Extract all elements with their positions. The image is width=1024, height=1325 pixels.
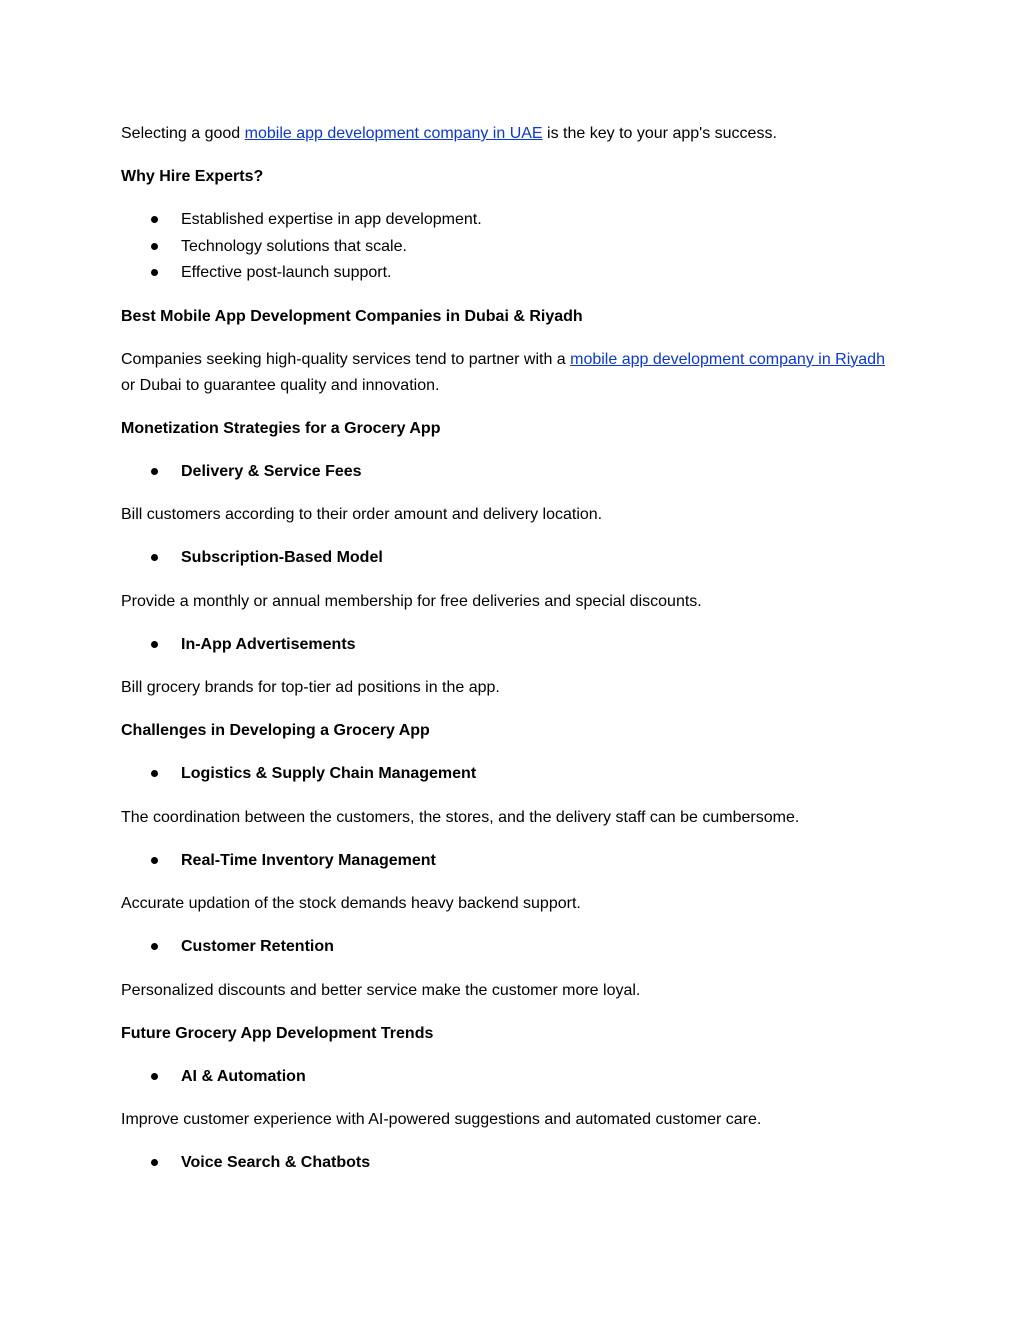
list-item — [121, 545, 901, 572]
bullet-icon — [151, 216, 158, 223]
list-item-title: Delivery & Service Fees — [181, 462, 362, 480]
monetization-item-2-text: Provide a monthly or annual membership for free deliveries and special discounts. — [121, 592, 702, 610]
bullet-icon — [151, 554, 158, 561]
bullet-icon — [151, 1073, 158, 1080]
trends-item-1 — [121, 1064, 901, 1091]
why-hire-list — [121, 207, 901, 287]
bullet-icon — [151, 943, 158, 950]
list-item — [121, 459, 901, 486]
monetization-item-1 — [121, 459, 901, 486]
list-item-title: Subscription-Based Model — [181, 549, 383, 566]
intro-text-after: is the key to your app's success. — [542, 125, 777, 142]
bullet-icon — [151, 243, 158, 250]
challenges-item-1-text: The coordination between the customers, the stores, and the delivery staff can be cumbersome. — [121, 808, 800, 826]
monetization-item-2 — [121, 545, 901, 572]
riyadh-company-link[interactable]: mobile app development company in Riyadh — [570, 350, 885, 368]
challenges-item-1 — [121, 761, 901, 788]
list-item-title: In-App Advertisements — [181, 635, 356, 653]
intro-paragraph — [121, 121, 901, 147]
bullet-icon — [151, 857, 158, 864]
monetization-item-3 — [121, 632, 901, 659]
monetization-item-3-text: Bill grocery brands for top-tier ad positions in the app. — [121, 679, 500, 696]
list-item-text: Technology solutions that scale. — [181, 237, 407, 255]
list-item-title: Real-Time Inventory Management — [181, 851, 436, 869]
list-item — [121, 1064, 901, 1091]
challenges-item-3-text: Personalized discounts and better service make the customer more loyal. — [121, 981, 641, 999]
list-item — [121, 234, 901, 261]
list-item-text: Effective post-launch support. — [181, 264, 392, 281]
bullet-icon — [151, 468, 158, 475]
challenges-item-3 — [121, 934, 901, 961]
bullet-icon — [151, 269, 158, 276]
list-item — [121, 260, 901, 287]
uae-company-link[interactable]: mobile app development company in UAE — [244, 125, 543, 142]
best-companies-heading: Best Mobile App Development Companies in Dubai & Riyadh — [121, 307, 583, 325]
bullet-icon — [151, 770, 158, 777]
trends-item-1-text: Improve customer experience with AI-powered suggestions and automated customer care. — [121, 1111, 762, 1128]
list-item — [121, 632, 901, 659]
best-companies-text-before: Companies seeking high-quality services tend to partner with a — [121, 350, 571, 368]
list-item — [121, 761, 901, 788]
challenges-item-2 — [121, 848, 901, 875]
best-companies-paragraph — [121, 347, 901, 399]
list-item — [121, 934, 901, 961]
bullet-icon — [151, 1159, 158, 1166]
list-item-title: AI & Automation — [181, 1067, 306, 1085]
document-page — [121, 121, 901, 1194]
monetization-item-1-text: Bill customers according to their order amount and delivery location. — [121, 506, 603, 523]
list-item-title: Voice Search & Chatbots — [181, 1154, 371, 1171]
list-item — [121, 1150, 901, 1177]
intro-text-before: Selecting a good — [121, 125, 245, 142]
challenges-heading: Challenges in Developing a Grocery App — [121, 722, 430, 739]
bullet-icon — [151, 641, 158, 648]
list-item-title: Customer Retention — [181, 938, 334, 955]
best-companies-text-after: or Dubai to guarantee quality and innovation. — [121, 376, 440, 394]
list-item — [121, 848, 901, 875]
list-item-title: Logistics & Supply Chain Management — [181, 765, 477, 782]
list-item-text: Established expertise in app development. — [181, 211, 482, 228]
trends-heading: Future Grocery App Development Trends — [121, 1024, 434, 1042]
trends-item-2 — [121, 1150, 901, 1177]
why-hire-heading: Why Hire Experts? — [121, 168, 264, 185]
monetization-heading: Monetization Strategies for a Grocery App — [121, 419, 441, 437]
challenges-item-2-text: Accurate updation of the stock demands heavy backend support. — [121, 895, 581, 912]
list-item — [121, 207, 901, 234]
